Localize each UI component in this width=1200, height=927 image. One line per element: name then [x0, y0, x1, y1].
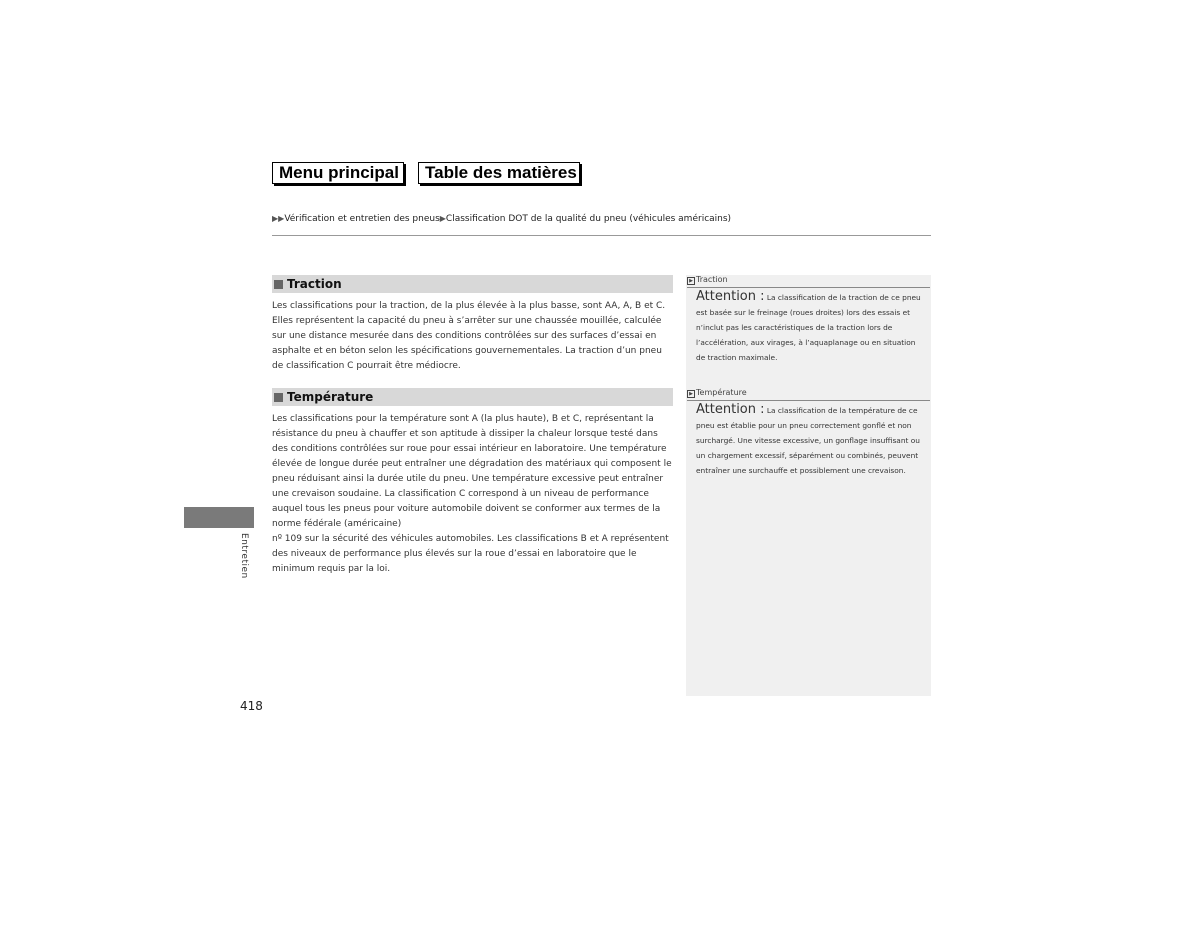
page-number: 418: [240, 699, 263, 713]
header-divider: [272, 235, 931, 236]
note-label-text: Traction: [696, 275, 728, 284]
square-bullet-icon: [274, 393, 283, 402]
temperature-paragraph: [272, 412, 674, 577]
note-divider: [687, 287, 930, 288]
menu-principal-button[interactable]: Menu principal: [272, 162, 404, 184]
note-traction-text: La classification de la traction de ce pneu est basée sur le freinage (roues droites) lors des essais et n’inclut pas les caractéristiques de la traction lors de l’accélération, aux virages, à l’aquaplanage ou en situation de traction maximale.: [696, 293, 921, 362]
breadcrumb-part1[interactable]: Vérification et entretien des pneus: [284, 214, 440, 224]
square-bullet-icon: [274, 280, 283, 289]
cross-reference-icon: ▶: [687, 390, 695, 398]
note-label-traction: [687, 275, 728, 285]
temperature-text-part1: Les classifications pour la température sont A (la plus haute), B et C, représentant la résistance du pneu à chauffer et son aptitude à dissiper la chaleur lorsque testé dans des conditions contrôlées sur roue pour essai intérieur en laboratoire. Une température élevée de longue durée peut entraîner une dégradation des matériaux qui composent le pneu réduisant ainsi la durée utile du pneu. Une température excessive peut entraîner une crevaison soudaine. La classification C correspond à un niveau de performance auquel tous les pneus pour voiture automobile doivent se conformer aux termes de la norme fédérale (américaine): [272, 414, 672, 529]
attention-label: Attention :: [696, 402, 765, 417]
note-label-text: Température: [696, 388, 747, 397]
note-divider: [687, 400, 930, 401]
note-temperature: [696, 402, 926, 478]
chapter-label: Entretien: [239, 533, 249, 579]
table-des-matieres-button[interactable]: Table des matières: [418, 162, 580, 184]
breadcrumb-arrow-icon: ▶▶: [272, 214, 285, 223]
note-traction: [696, 289, 926, 365]
section-header-traction: [272, 275, 673, 293]
temperature-text-part2: nº 109 sur la sécurité des véhicules automobiles. Les classifications B et A représentent des niveaux de performance plus élevés sur la roue d’essai en laboratoire que le minimum requis par la loi.: [272, 534, 669, 574]
traction-paragraph: Les classifications pour la traction, de la plus élevée à la plus basse, sont AA, A, B et C. Elles représentent la capacité du pneu à s’arrêter sur une chaussée mouillée, calculée sur une distance mesurée dans des conditions contrôlées sur des surfaces d’essai en asphalte et en béton selon les spécifications gouvernementales. La traction d’un pneu de classification C pourrait être médiocre.: [272, 301, 666, 371]
breadcrumb-arrow-icon: ▶: [439, 214, 446, 223]
section-header-temperature: [272, 388, 673, 406]
attention-label: Attention :: [696, 289, 765, 304]
note-temperature-text: La classification de la température de ce pneu est établie pour un pneu correctement gonflé et non surchargé. Une vitesse excessive, un gonflage insuffisant ou un chargement excessif, séparément ou combinés, peuvent entraîner une surchauffe et possiblement une crevaison.: [696, 406, 920, 475]
note-label-temperature: [687, 388, 747, 398]
breadcrumb-part2: Classification DOT de la qualité du pneu (véhicules américains): [445, 214, 732, 224]
section-title-temperature: Température: [287, 390, 374, 404]
breadcrumb: [272, 214, 731, 224]
chapter-tab: [184, 507, 254, 528]
cross-reference-icon: ▶: [687, 277, 695, 285]
section-title-traction: Traction: [287, 277, 342, 291]
